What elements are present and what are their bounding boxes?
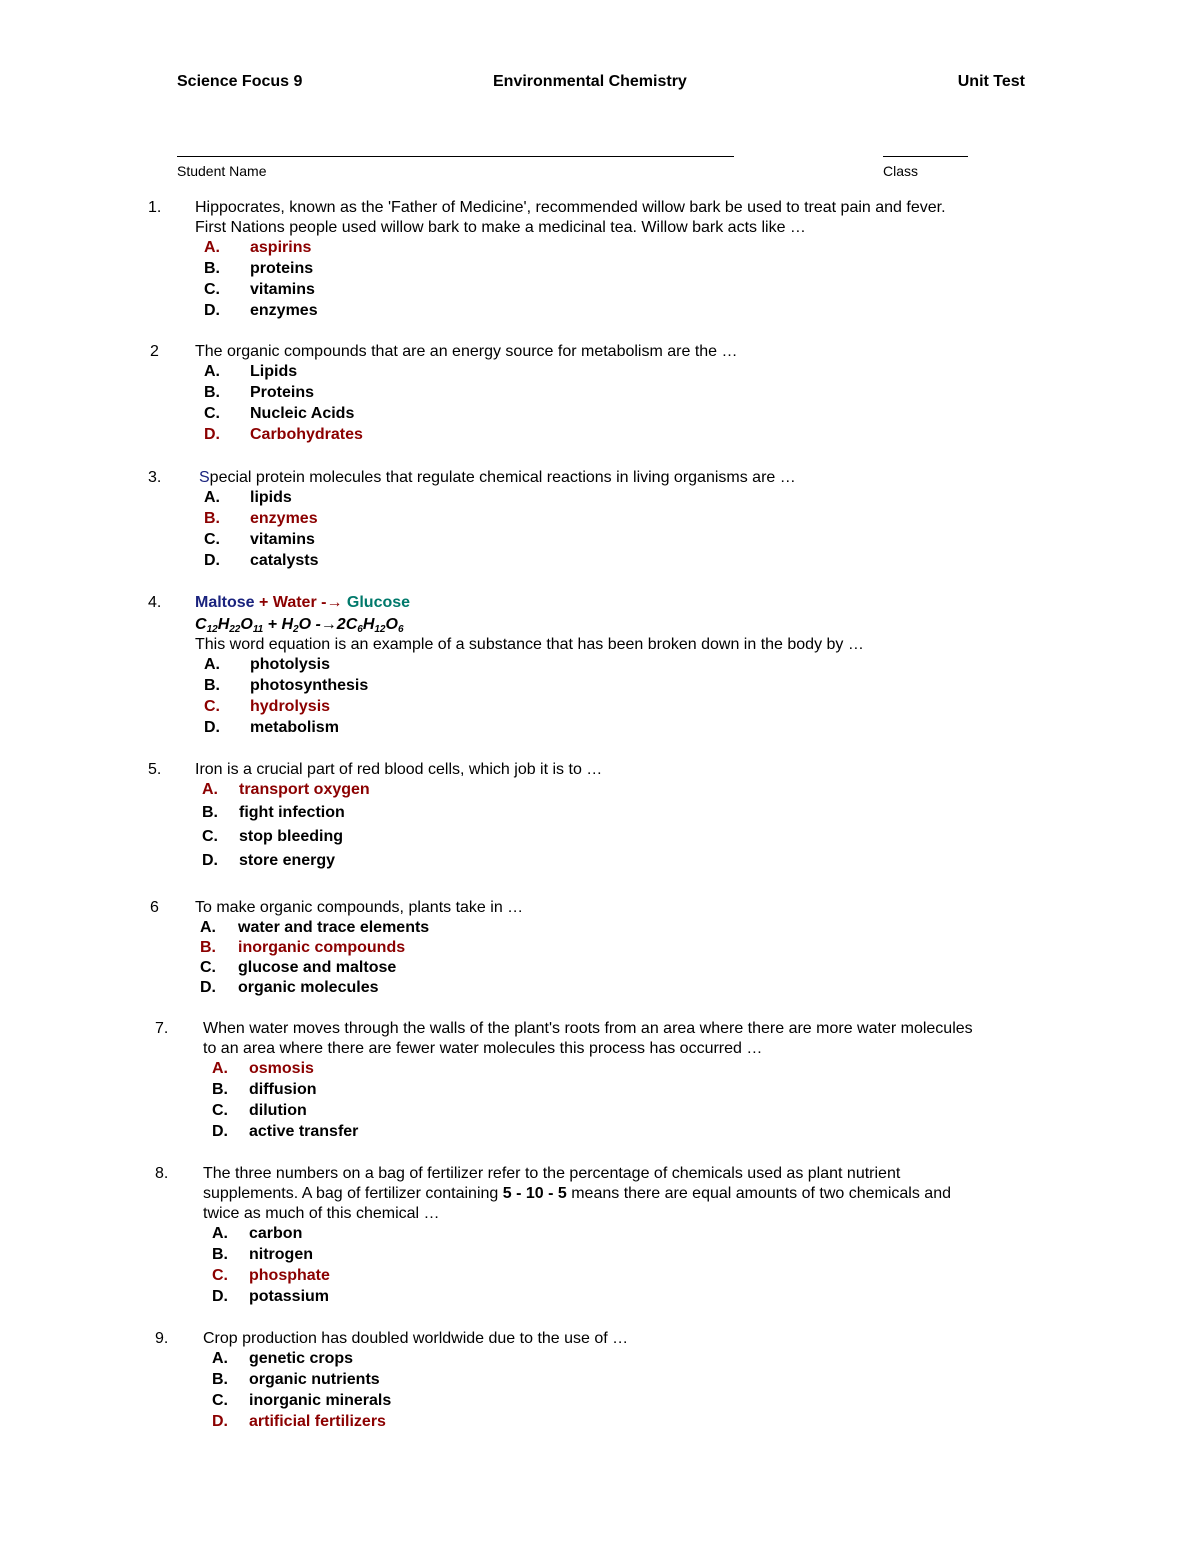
option-b: B. nitrogen	[212, 1246, 313, 1263]
option-b: B. Proteins	[204, 384, 315, 401]
question-stem: Iron is a crucial part of red blood cells, which job it is to …	[195, 761, 603, 778]
question-number: 5.	[148, 761, 162, 778]
option-a: A. water and trace elements	[200, 919, 430, 936]
option-b: B. inorganic compounds	[200, 939, 406, 956]
option-c: C. vitamins	[204, 531, 315, 548]
option-c: C. inorganic minerals	[212, 1392, 392, 1409]
course-title: Science Focus 9	[177, 73, 303, 90]
answer-options	[204, 488, 796, 572]
option-a: A. lipids	[204, 489, 292, 506]
option-a: A. aspirins	[204, 239, 312, 256]
option-d: D. metabolism	[204, 719, 339, 736]
option-b: B. fight infection	[202, 804, 345, 821]
option-c: C. vitamins	[204, 281, 315, 298]
class-line[interactable]	[883, 156, 968, 157]
option-d: D. catalysts	[204, 552, 319, 569]
question-number: 9.	[155, 1330, 169, 1347]
answer-options	[204, 655, 864, 739]
question-stem: The three numbers on a bag of fertilizer refer to the percentage of chemicals used as plant nutrient	[203, 1165, 901, 1182]
option-c: C. phosphate	[212, 1267, 330, 1284]
question-stem: To make organic compounds, plants take in …	[195, 899, 524, 916]
answer-options	[202, 780, 602, 875]
question-stem: When water moves through the walls of the plant's roots from an area where there are more water molecules	[203, 1020, 973, 1037]
question-number: 1.	[148, 199, 162, 216]
question-stem: This word equation is an example of a substance that has been broken down in the body by …	[195, 636, 864, 653]
answer-options	[200, 918, 523, 998]
question-stem: The organic compounds that are an energy source for metabolism are the …	[195, 343, 738, 360]
question-number: 3.	[148, 469, 162, 486]
answer-options	[212, 1224, 951, 1308]
answer-options	[212, 1349, 628, 1433]
question-stem: Hippocrates, known as the 'Father of Medicine', recommended willow bark be used to treat pain and fever.	[195, 199, 946, 216]
option-c: C. dilution	[212, 1102, 307, 1119]
question-number: 6	[150, 899, 159, 916]
question-stem: twice as much of this chemical …	[203, 1205, 440, 1222]
option-c: C. glucose and maltose	[200, 959, 397, 976]
option-d: D. potassium	[212, 1288, 330, 1305]
option-a: A. genetic crops	[212, 1350, 354, 1367]
option-d: D. organic molecules	[200, 979, 379, 996]
option-c: C. stop bleeding	[202, 828, 343, 845]
class-label: Class	[883, 163, 919, 179]
option-b: B. organic nutrients	[212, 1371, 380, 1388]
option-b: B. photosynthesis	[204, 677, 369, 694]
question-number: 7.	[155, 1020, 169, 1037]
question-stem: Crop production has doubled worldwide due to the use of …	[203, 1330, 629, 1347]
option-d: D. artificial fertilizers	[212, 1413, 386, 1430]
chemical-formula: $C_{12}H_{22}O_{11} + H_2O$ $-\to 2C_6H_{12}O_6$	[195, 616, 404, 635]
question-stem: to an area where there are fewer water molecules this process has occurred …	[203, 1040, 763, 1057]
option-a: A. photolysis	[204, 656, 331, 673]
option-c: C. Nucleic Acids	[204, 405, 355, 422]
option-a: A. Lipids	[204, 363, 298, 380]
student-name-label: Student Name	[177, 163, 267, 179]
word-equation: Maltose + Water -→ Glucose	[195, 594, 411, 611]
option-a: A. carbon	[212, 1225, 303, 1242]
question-stem: Special protein molecules that regulate chemical reactions in living organisms are …	[199, 469, 796, 486]
question-stem: supplements. A bag of fertilizer containing 5 - 10 - 5 means there are equal amounts of two chemicals and	[203, 1185, 951, 1202]
option-b: B. enzymes	[204, 510, 318, 527]
unit-title: Environmental Chemistry	[493, 73, 687, 90]
option-c: C. hydrolysis	[204, 698, 331, 715]
option-a: A. osmosis	[212, 1060, 314, 1077]
test-type: Unit Test	[957, 73, 1025, 90]
question-number: 4.	[148, 594, 162, 611]
option-d: D. active transfer	[212, 1123, 359, 1140]
answer-options	[204, 238, 946, 322]
option-d: D. store energy	[202, 852, 336, 869]
student-name-line[interactable]	[177, 156, 734, 157]
page-header	[177, 72, 1025, 94]
option-d: D. Carbohydrates	[204, 426, 363, 443]
question-number: 8.	[155, 1165, 169, 1182]
question-number: 2	[150, 343, 159, 360]
option-d: D. enzymes	[204, 302, 318, 319]
option-b: B. diffusion	[212, 1081, 317, 1098]
answer-options	[212, 1059, 973, 1143]
option-b: B. proteins	[204, 260, 314, 277]
option-a: A. transport oxygen	[202, 781, 370, 798]
question-stem: First Nations people used willow bark to make a medicinal tea. Willow bark acts like …	[195, 219, 806, 236]
answer-options	[204, 362, 738, 446]
